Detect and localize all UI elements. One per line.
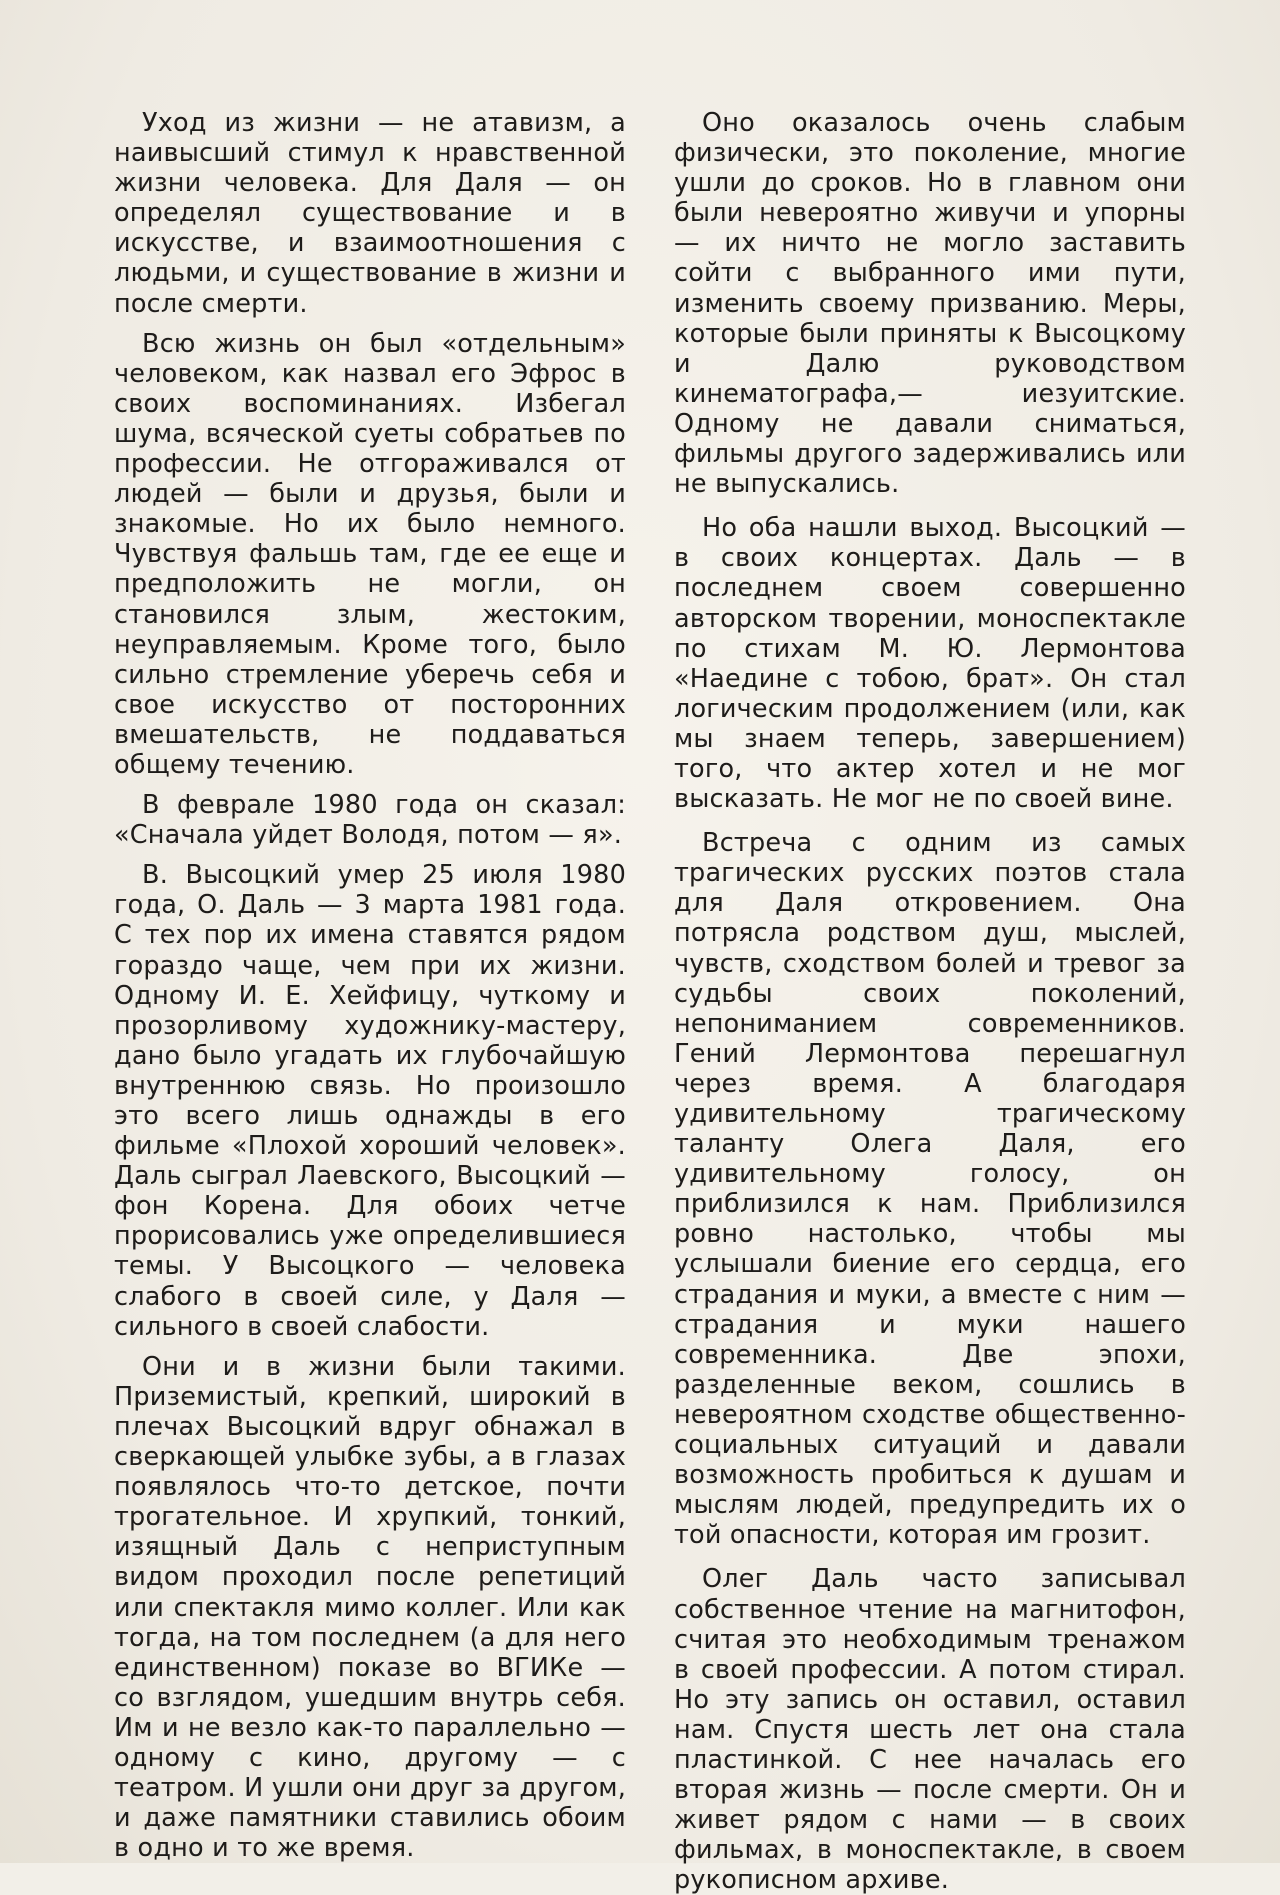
paragraph: Они и в жизни были такими. Приземистый, крепкий, широкий в плечах Высоцкий вдруг обнажал в сверкающей улыбке зубы, а в глазах появлялось что-то детское, почти трогательное. И хрупкий, тонкий, изящный Даль с неприступным видом проходил после репетиций или спектакля мимо коллег. Или как тогда, на том последнем (а для него единственном) показе во ВГИКе — со взглядом, ушедшим внутрь себя. Им и не везло как-то параллельно — одному с кино, другому — с театром. И ушли они друг за другом, и даже памятники ставились обоим в одно и то же время. [114,1351,626,1864]
paragraph: В феврале 1980 года он сказал: «Сначала уйдет Володя, потом — я». [114,790,626,851]
left-text-column [114,108,626,1863]
paragraph: Всю жизнь он был «отдельным» человеком, как назвал его Эфрос в своих воспоминаниях. Избегал шума, всяческой суеты собратьев по профессии. Не отгораживался от людей — были и друзья, были и знакомые. Но их было немного. Чувствуя фальшь там, где ее еще и предположить не могли, он становился злым, жестоким, неуправляемым. Кроме того, было сильно стремление уберечь себя и свое искусство от посторонних вмешательств, не поддаваться общему течению. [114,328,626,780]
right-text-column [674,108,1186,1895]
paragraph: Оно оказалось очень слабым физически, это поколение, многие ушли до сроков. Но в главном они были невероятно живучи и упорны — их ничто не могло заставить сойти с выбранного ими пути, изменить своему призванию. Меры, которые были приняты к Высоцкому и Далю руководством кинематографа,— иезуитские. Одному не давали сниматься, фильмы другого задерживались или не выпускались. [674,108,1186,500]
paragraph: В. Высоцкий умер 25 июля 1980 года, О. Даль — 3 марта 1981 года. С тех пор их имена ставятся рядом гораздо чаще, чем при их жизни. Одному И. Е. Хейфицу, чуткому и прозорливому художнику-мастеру, дано было угадать их глубочайшую внутреннюю связь. Но произошло это всего лишь однажды в его фильме «Плохой хороший человек». Даль сыграл Лаевского, Высоцкий — фон Корена. Для обоих четче прорисовались уже определившиеся темы. У Высоцкого — человека слабого в своей силе, у Даля — сильного в своей слабости. [114,860,626,1342]
paragraph: Но оба нашли выход. Высоцкий — в своих концертах. Даль — в последнем своем совершенно авторском творении, моноспектакле по стихам М. Ю. Лермонтова «Наедине с тобою, брат». Он стал логическим продолжением (или, как мы знаем теперь, завершением) того, что актер хотел и не мог высказать. Не мог не по своей вине. [674,513,1186,815]
paragraph: Уход из жизни — не атавизм, а наивысший стимул к нравственной жизни человека. Для Даля — он определял существование и в искусстве, и взаимоотношения с людьми, и существование в жизни и после смерти. [114,108,626,319]
paragraph: Олег Даль часто записывал собственное чтение на магнитофон, считая это необходимым тренажом в своей профессии. А потом стирал. Но эту запись он оставил, оставил нам. Спустя шесть лет она стала пластинкой. С нее началась его вторая жизнь — после смерти. Он и живет рядом с нами — в своих фильмах, в моноспектакле, в своем рукописном архиве. [674,1564,1186,1895]
paragraph: Встреча с одним из самых трагических русских поэтов стала для Даля откровением. Она потрясла родством душ, мыслей, чувств, сходством болей и тревог за судьбы своих поколений, непониманием современников. Гений Лермонтова перешагнул через время. А благодаря удивительному трагическому таланту Олега Даля, его удивительному голосу, он приблизился к нам. Приблизился ровно настолько, чтобы мы услышали биение его сердца, его страдания и муки, а вместе с ним — страдания и муки нашего современника. Две эпохи, разделенные веком, сошлись в невероятном сходстве общественно-социальных ситуаций и давали возможность пробиться к душам и мыслям людей, предупредить их о той опасности, которая им грозит. [674,828,1186,1551]
